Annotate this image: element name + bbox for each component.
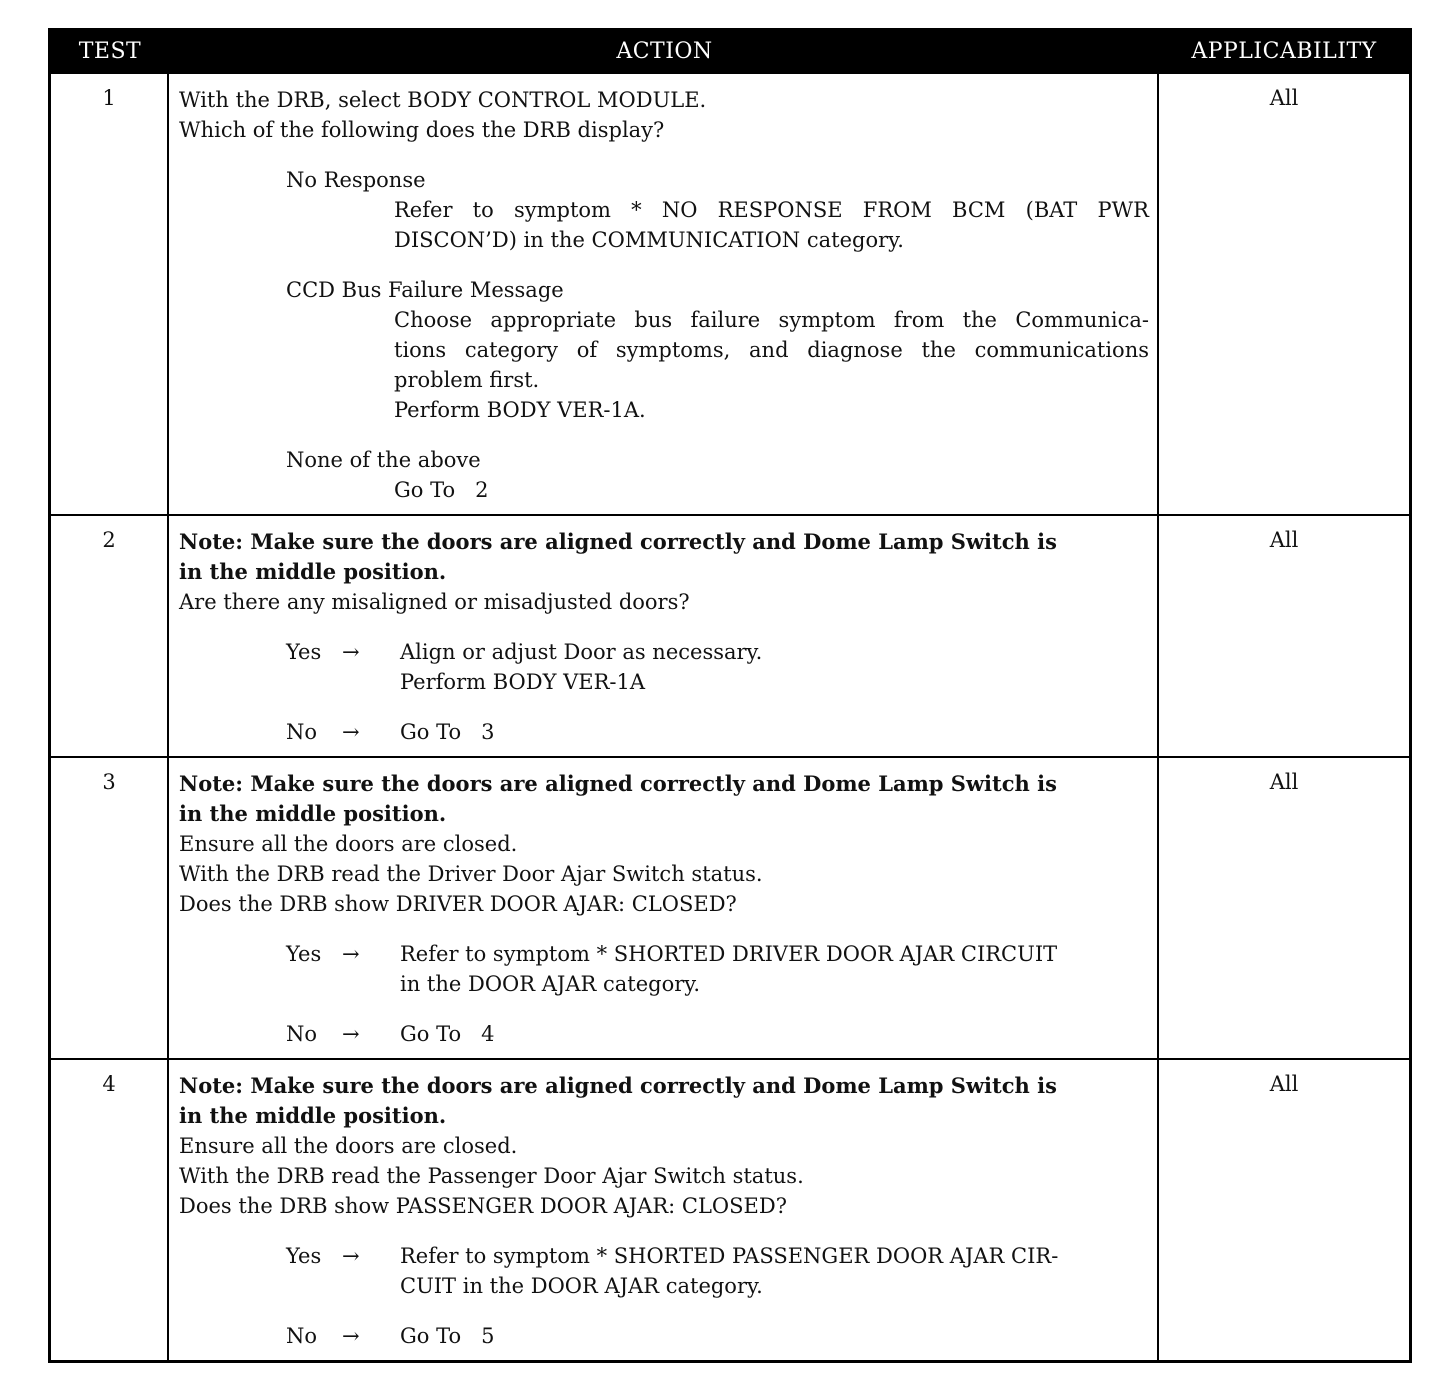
note-line: Note: Make sure the doors are aligned correctly and Dome Lamp Switch is [179, 771, 1057, 796]
no-detail: Go To 5 [400, 1324, 495, 1348]
test-number: 4 [51, 1060, 169, 1360]
no-branch [286, 717, 1149, 747]
table-header [51, 31, 1409, 72]
option-detail: problem first. [394, 368, 540, 392]
arrow-icon: → [342, 1324, 360, 1348]
note-line: in the middle position. [179, 1103, 447, 1128]
arrow-icon: → [342, 1244, 360, 1268]
yes-label: Yes [286, 942, 322, 966]
yes-detail: Align or adjust Door as necessary. [400, 640, 763, 664]
option [286, 275, 1149, 305]
option-label: No Response [286, 168, 426, 192]
option-detail: Perform BODY VER-1A. [394, 398, 646, 422]
action-line: Are there any misaligned or misadjusted doors? [179, 590, 690, 614]
applicability-value: All [1269, 1072, 1299, 1096]
header-test: TEST [78, 39, 142, 64]
option-detail: tions category of symptoms, and diagnose the communications [394, 338, 1149, 362]
option [286, 445, 1149, 475]
arrow-icon: → [342, 640, 360, 664]
yes-branch [286, 1241, 1149, 1301]
test-number: 2 [51, 516, 169, 756]
action-cell [171, 758, 1159, 1058]
option-label: None of the above [286, 448, 481, 472]
note-line: in the middle position. [179, 559, 447, 584]
header-action: ACTION [616, 39, 713, 64]
no-branch [286, 1321, 1149, 1351]
note-line: in the middle position. [179, 801, 447, 826]
option-detail: Refer to symptom * NO RESPONSE FROM BCM (BAT PWR [394, 198, 1149, 222]
applicability-value: All [1269, 770, 1299, 794]
option [286, 165, 1149, 195]
yes-detail: Refer to symptom * SHORTED DRIVER DOOR AJAR CIRCUIT [400, 942, 1058, 966]
test-table [48, 28, 1412, 1363]
yes-label: Yes [286, 640, 322, 664]
action-line: Does the DRB show DRIVER DOOR AJAR: CLOSED? [179, 892, 737, 916]
table-row [51, 756, 1409, 1058]
action-line: With the DRB read the Passenger Door Ajar Switch status. [179, 1164, 804, 1188]
action-line: Ensure all the doors are closed. [179, 1134, 518, 1158]
arrow-icon: → [342, 942, 360, 966]
action-line: Which of the following does the DRB display? [179, 118, 665, 142]
action-line: Ensure all the doors are closed. [179, 832, 518, 856]
no-label: No [286, 1022, 318, 1046]
table-row [51, 72, 1409, 514]
no-detail: Go To 4 [400, 1022, 495, 1046]
arrow-icon: → [342, 720, 360, 744]
no-label: No [286, 720, 318, 744]
option-label: CCD Bus Failure Message [286, 278, 564, 302]
yes-branch [286, 939, 1149, 999]
action-cell [171, 1060, 1159, 1360]
note-line: Note: Make sure the doors are aligned correctly and Dome Lamp Switch is [179, 529, 1057, 554]
action-cell [171, 516, 1159, 756]
action-cell [171, 74, 1159, 514]
yes-detail: Perform BODY VER-1A [400, 670, 646, 694]
applicability-value: All [1269, 86, 1299, 110]
table-row [51, 1058, 1409, 1360]
header-applicability: APPLICABILITY [1191, 39, 1377, 64]
applicability-value: All [1269, 528, 1299, 552]
no-label: No [286, 1324, 318, 1348]
yes-branch [286, 637, 1149, 697]
test-number: 3 [51, 758, 169, 1058]
yes-detail: CUIT in the DOOR AJAR category. [400, 1274, 763, 1298]
note-line: Note: Make sure the doors are aligned correctly and Dome Lamp Switch is [179, 1073, 1057, 1098]
option-detail: Choose appropriate bus failure symptom from the Communica- [394, 308, 1149, 332]
option-detail: Go To 2 [394, 478, 489, 502]
yes-detail: Refer to symptom * SHORTED PASSENGER DOOR AJAR CIR- [400, 1244, 1059, 1268]
action-line: With the DRB, select BODY CONTROL MODULE. [179, 88, 707, 112]
arrow-icon: → [342, 1022, 360, 1046]
action-line: Does the DRB show PASSENGER DOOR AJAR: CLOSED? [179, 1194, 787, 1218]
yes-detail: in the DOOR AJAR category. [400, 972, 700, 996]
yes-label: Yes [286, 1244, 322, 1268]
action-line: With the DRB read the Driver Door Ajar Switch status. [179, 862, 763, 886]
no-detail: Go To 3 [400, 720, 495, 744]
table-row [51, 514, 1409, 756]
test-number: 1 [51, 74, 169, 514]
no-branch [286, 1019, 1149, 1049]
option-detail: DISCON’D) in the COMMUNICATION category. [394, 228, 904, 252]
